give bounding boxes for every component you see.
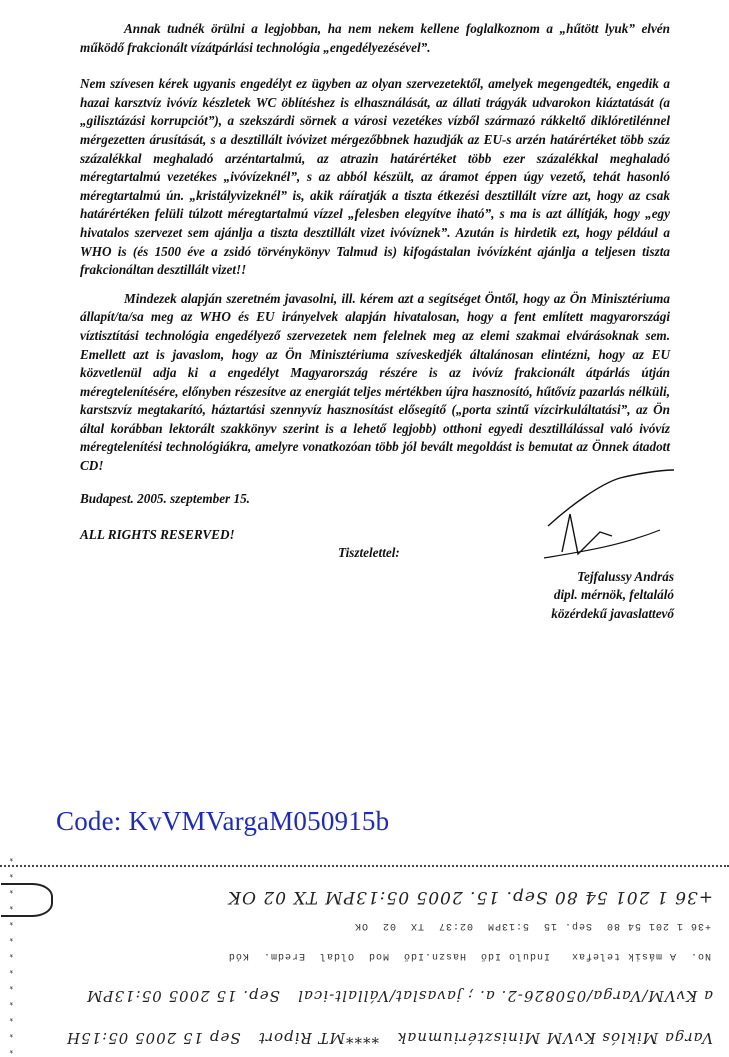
paragraph-3: Mindezek alapján szeretném javasolni, ill. kérem azt a segítséget Öntől, hogy az Ön Minisztériuma állapít/ta/sa meg az WHO és EU irányelvek alapján hivatalosan, hogy a fent említett magyarországi víztisztítási technológia engedélyező szervezetek nem felelnek meg az elemi szakmai elvárásoknak sem. Emellett azt is javaslom, hogy az Ön Minisztériuma szíveskedjék általánosan elintézni, hogy az EU közvetlenül adja ki a engedélyt Magyarország részére is az ivóvíz frakcionált átpárlás útján méregtelenítésére, előnyben részesítve az energiát teljes mértékben újra hasznosító, hűtővíz pazarlás nélküli, karstszvíz megtakarító, háztartási szennyvíz hasznosítást elősegítő („porta szintű vízcirkuláltatási”, az Ön által korábban lektorált szakkönyv szerint is a lehető legjobb) otthoni egyedi desztillálással való ivóvíz méregtelenítési technológiákra, amelyre vonatkozóan több jól bevált megoldást is bemutat az Önnek átadott CD!: [80, 290, 670, 474]
fax-header-row: No. A másik telefax Indulo Idő Haszn.Idő Mod Oldal Eredm. Kód: [227, 950, 711, 961]
fax-border: * * * * * * * * * * * * *: [8, 852, 14, 1054]
sender-title: dipl. mérnök, feltaláló: [553, 587, 674, 603]
handwritten-signature: [540, 466, 680, 562]
fax-transmission-report: [0, 852, 729, 1057]
sender-role: közérdekű javaslattevő: [551, 605, 674, 621]
fax-handwritten-number: +36 1 201 54 80 Sep. 15. 2005 05:13PM TX 02 OK: [227, 887, 713, 907]
letter-body: [80, 20, 674, 630]
signoff-block: [80, 490, 674, 630]
sender-block: [551, 568, 674, 624]
paragraph-2: Nem szívesen kérek ugyanis engedélyt ez ügyben az olyan szervezetektől, amelyek megengedték, engedik a hazai karsztvíz ivóvíz készletek WC öblítéshez is elhasználását, az állati trágyák udvarokon kiáztatását (a „gilisztázási korrupciót”), a szekszárdi sörnek a városi vezetékes vízből származó rákkeltő diklóretilénnel mérgezetten árusítását, s a desztillált ivóvizet mérgezőbbnek hazudják az EU-s arzén határértéket több száz százalékkal meghaladó arzéntartalmú, az atrazin határértéket több ezer százalékkal meghaladó méregtartalmú vezetékes „ivóvízeknél”, s az abból készült, az áramot éppen úgy vezető, tehát hasonló méregtartalmú ún. „kristályvizeknél” is, akik ráíratják a tiszta étkezési desztillált vízre azt, hogy az csak határértéken felüli túlzott méregtartalmú vízzel „felesben elegyítve iható”, s ma is azt állítják, hogy „egy hivatalos szervezet sem ajánlja a tiszta desztillált vizet ivóvíznek”. Azután is hirdetik ezt, hogy például a WHO is (és 1500 éve a zsidó törvénykönyv Talmud is) kifogástalan ivóvízként ajánlja a teljesen tiszta frakcionáltan desztillált vizet!!: [80, 76, 670, 278]
sender-name: Tejfalussy András: [577, 568, 674, 584]
fax-handwritten-stroke: [1, 883, 53, 917]
rights-notice: ALL RIGHTS RESERVED!: [80, 526, 235, 542]
letter-date: Budapest. 2005. szeptember 15.: [80, 490, 250, 506]
fax-handwritten-line: a KvVM/Varga/050826-2. a. ; javaslat/Vállalt-ical Sep. 15 2005 05:13PM: [86, 987, 713, 1005]
document-code: Code: KvVMVargaM050915b: [56, 806, 390, 836]
closing-regards: Tisztelettel:: [338, 544, 400, 560]
fax-handwritten-footer: Varga Miklós KvVM Minisztériumnak ****MT Riport Sep 15 2005 05:15H: [65, 1029, 713, 1047]
fax-printed-row: +36 1 201 54 80 Sep. 15 5:13PM 02:37 TX 02 OK: [353, 920, 711, 931]
paragraph-1: Annak tudnék örülni a legjobban, ha nem nekem kellene foglalkoznom a „hűtött lyuk” elvén működő frakcionált vízátpárlási technológia „engedélyezésével”.: [80, 21, 670, 55]
fax-dotted-rule: [0, 857, 729, 867]
